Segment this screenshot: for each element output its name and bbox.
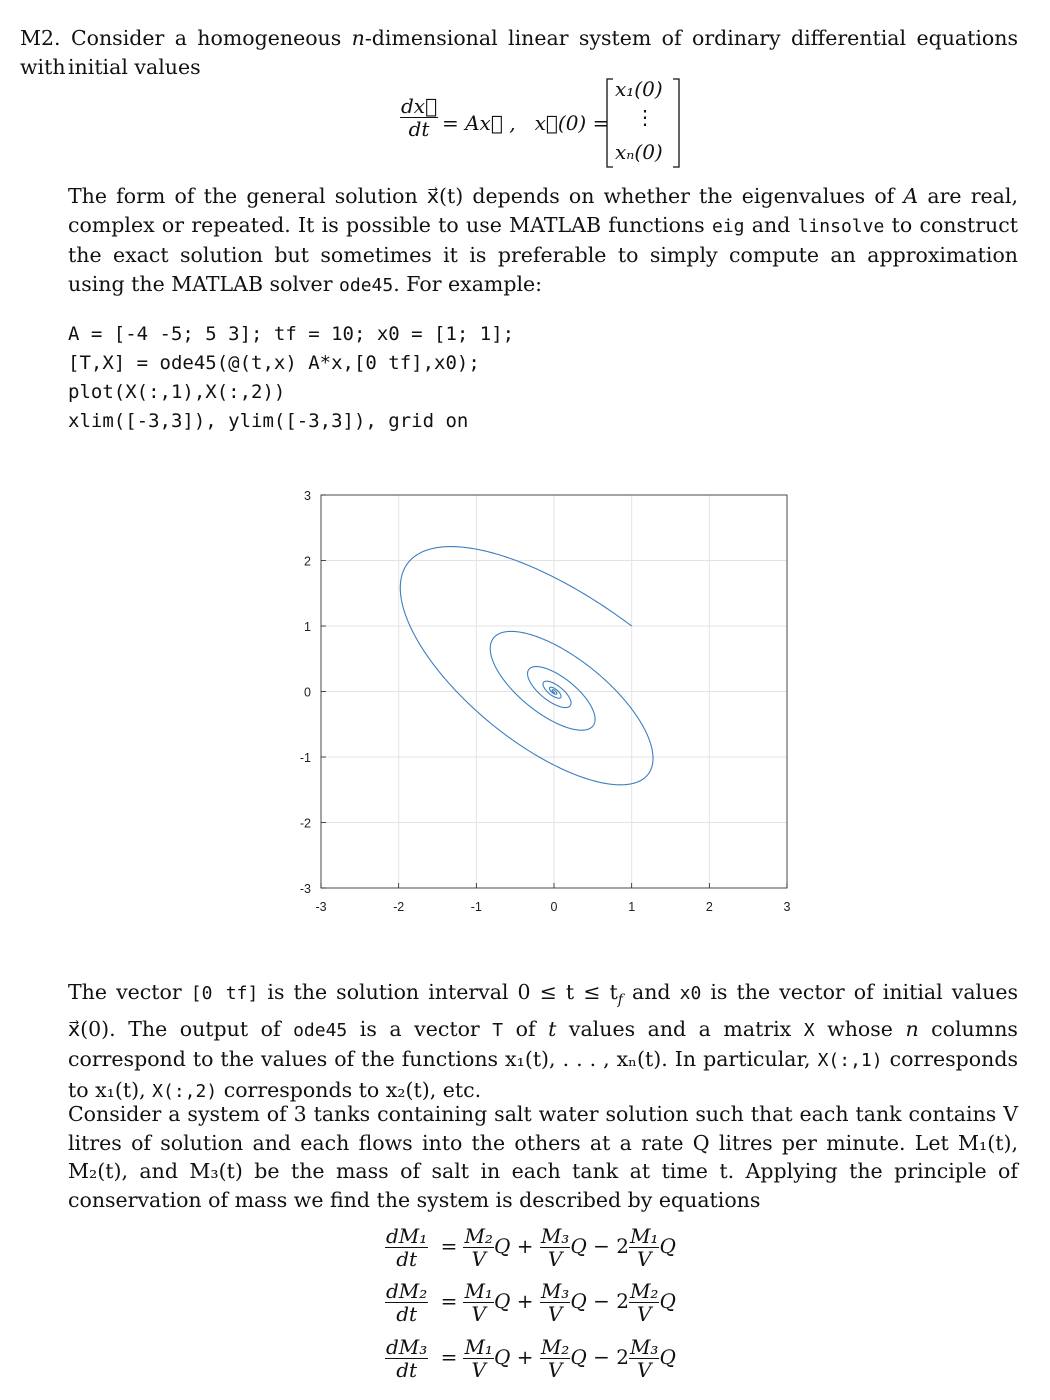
derivative-fraction: $\frac{\text{dM₃}}{dt}$ [386,1335,428,1382]
y-tick-label: -2 [299,816,311,831]
x-tick-label: -2 [393,900,405,914]
tank-equation-row: $\frac{\text{dM₁}}{dt}$ = $\frac{\text{M₂}}{V}$ Q + $\frac{\text{M₃}}{V}$ Q − 2 $\frac{\text{M₁}}{V}$ Q [386,1224,676,1271]
matlab-code-block [68,320,514,436]
code-line: xlim([-3,3]), ylim([-3,3]), grid on [68,410,469,432]
phase-plot [280,480,810,920]
y-tick-label: 0 [304,685,311,700]
outflow-fraction: $\frac{\text{M₁}}{V}$ [629,1224,659,1271]
equation-initial-value [400,77,700,173]
grid-lines [321,495,787,888]
inflow-fraction: $\frac{\text{M₃}}{V}$ [540,1279,570,1326]
x-tick-label: -1 [470,900,482,914]
vector-top: x₁(0) [615,77,663,101]
inflow-fraction: $\frac{\text{M₂}}{V}$ [464,1224,493,1271]
y-tick-label: 1 [304,620,311,634]
inflow-fraction: $\frac{\text{M₃}}{V}$ [540,1224,570,1271]
paragraph-general-solution: The form of the general solution x⃗(t) depends on whether the eigenvalues of A are real, complex or repeated. It is possible to use MATLAB functions eig and linsolve to construct the exact solution but sometimes it is preferable to simply compute an approximation using the MATLAB solver ode45. For example: [68,184,1018,296]
code-line: plot(X(:,1),X(:,2)) [68,381,286,403]
derivative-fraction: $\frac{\text{dM₂}}{dt}$ [386,1279,428,1326]
inflow-fraction: $\frac{\text{M₂}}{V}$ [540,1335,570,1382]
tank-equations [385,1225,725,1397]
inflow-fraction: $\frac{\text{M₁}}{V}$ [464,1279,493,1326]
x-tick-label: 0 [550,900,558,914]
y-tick-label: -1 [299,751,311,765]
y-tick-label: -3 [299,882,311,896]
outflow-fraction: $\frac{\text{M₂}}{V}$ [629,1279,659,1326]
y-tick-label: 3 [304,489,311,503]
paragraph-tank-system: Consider a system of 3 tanks containing salt water solution such that each tank contains V litres of solution and each flows into the others at a rate Q litres per minute. Let M₁(t), M₂(t), and M₃(t) be the mass of salt in each tank at time t. Applying the principle of conservation of mass we find the system is described by equations [68,1102,1018,1212]
problem-intro: M2. Consider a homogeneous n-dimensional linear system of ordinary differential equations with [20,26,1018,79]
vector-bottom: xₙ(0) [615,140,663,164]
x-tick-label: 2 [705,900,713,914]
code-line: [T,X] = ode45(@(t,x) A*x,[0 tf],x0); [68,352,480,374]
x-tick-label: 1 [628,900,636,914]
code-line: A = [-4 -5; 5 3]; tf = 10; x0 = [1; 1]; [68,323,515,345]
equation-rhs: = Ax⃗ , x⃗(0) = [442,111,610,135]
ticks [300,489,791,914]
problem-label: M2. [20,26,61,50]
x-tick-label: -3 [315,900,327,914]
solution-trajectory [400,547,653,785]
inflow-fraction: $\frac{\text{M₁}}{V}$ [464,1335,493,1382]
dx-dt-fraction: $\frac{dx⃗}{dt}$ [401,94,438,141]
tank-equation-row: $\frac{\text{dM₂}}{dt}$ = $\frac{\text{M₁}}{V}$ Q + $\frac{\text{M₃}}{V}$ Q − 2 $\frac{\text{M₂}}{V}$ Q [386,1279,676,1326]
problem-intro-cont: initial values [68,55,201,79]
tank-equation-row: $\frac{\text{dM₃}}{dt}$ = $\frac{\text{M₁}}{V}$ Q + $\frac{\text{M₂}}{V}$ Q − 2 $\frac{\text{M₃}}{V}$ Q [386,1335,676,1382]
derivative-fraction: $\frac{\text{dM₁}}{dt}$ [386,1224,428,1271]
y-tick-label: 2 [304,554,311,569]
paragraph-ode45-output: The vector [0 tf] is the solution interval $0 \le t \le t_f$ and x0 is the vector of initial values x⃗(0). The output of ode45 is a vector T of t values and a matrix X whose n columns correspond to the values of the functions x₁(t), . . . , xₙ(t). In particular, X(:,1) corresponds to x₁(t), X(:,2) corresponds to x₂(t), etc. [68,980,1018,1102]
x-tick-label: 3 [783,900,791,914]
outflow-fraction: $\frac{\text{M₃}}{V}$ [629,1335,659,1382]
vector-dots: ⋮ [635,105,655,129]
